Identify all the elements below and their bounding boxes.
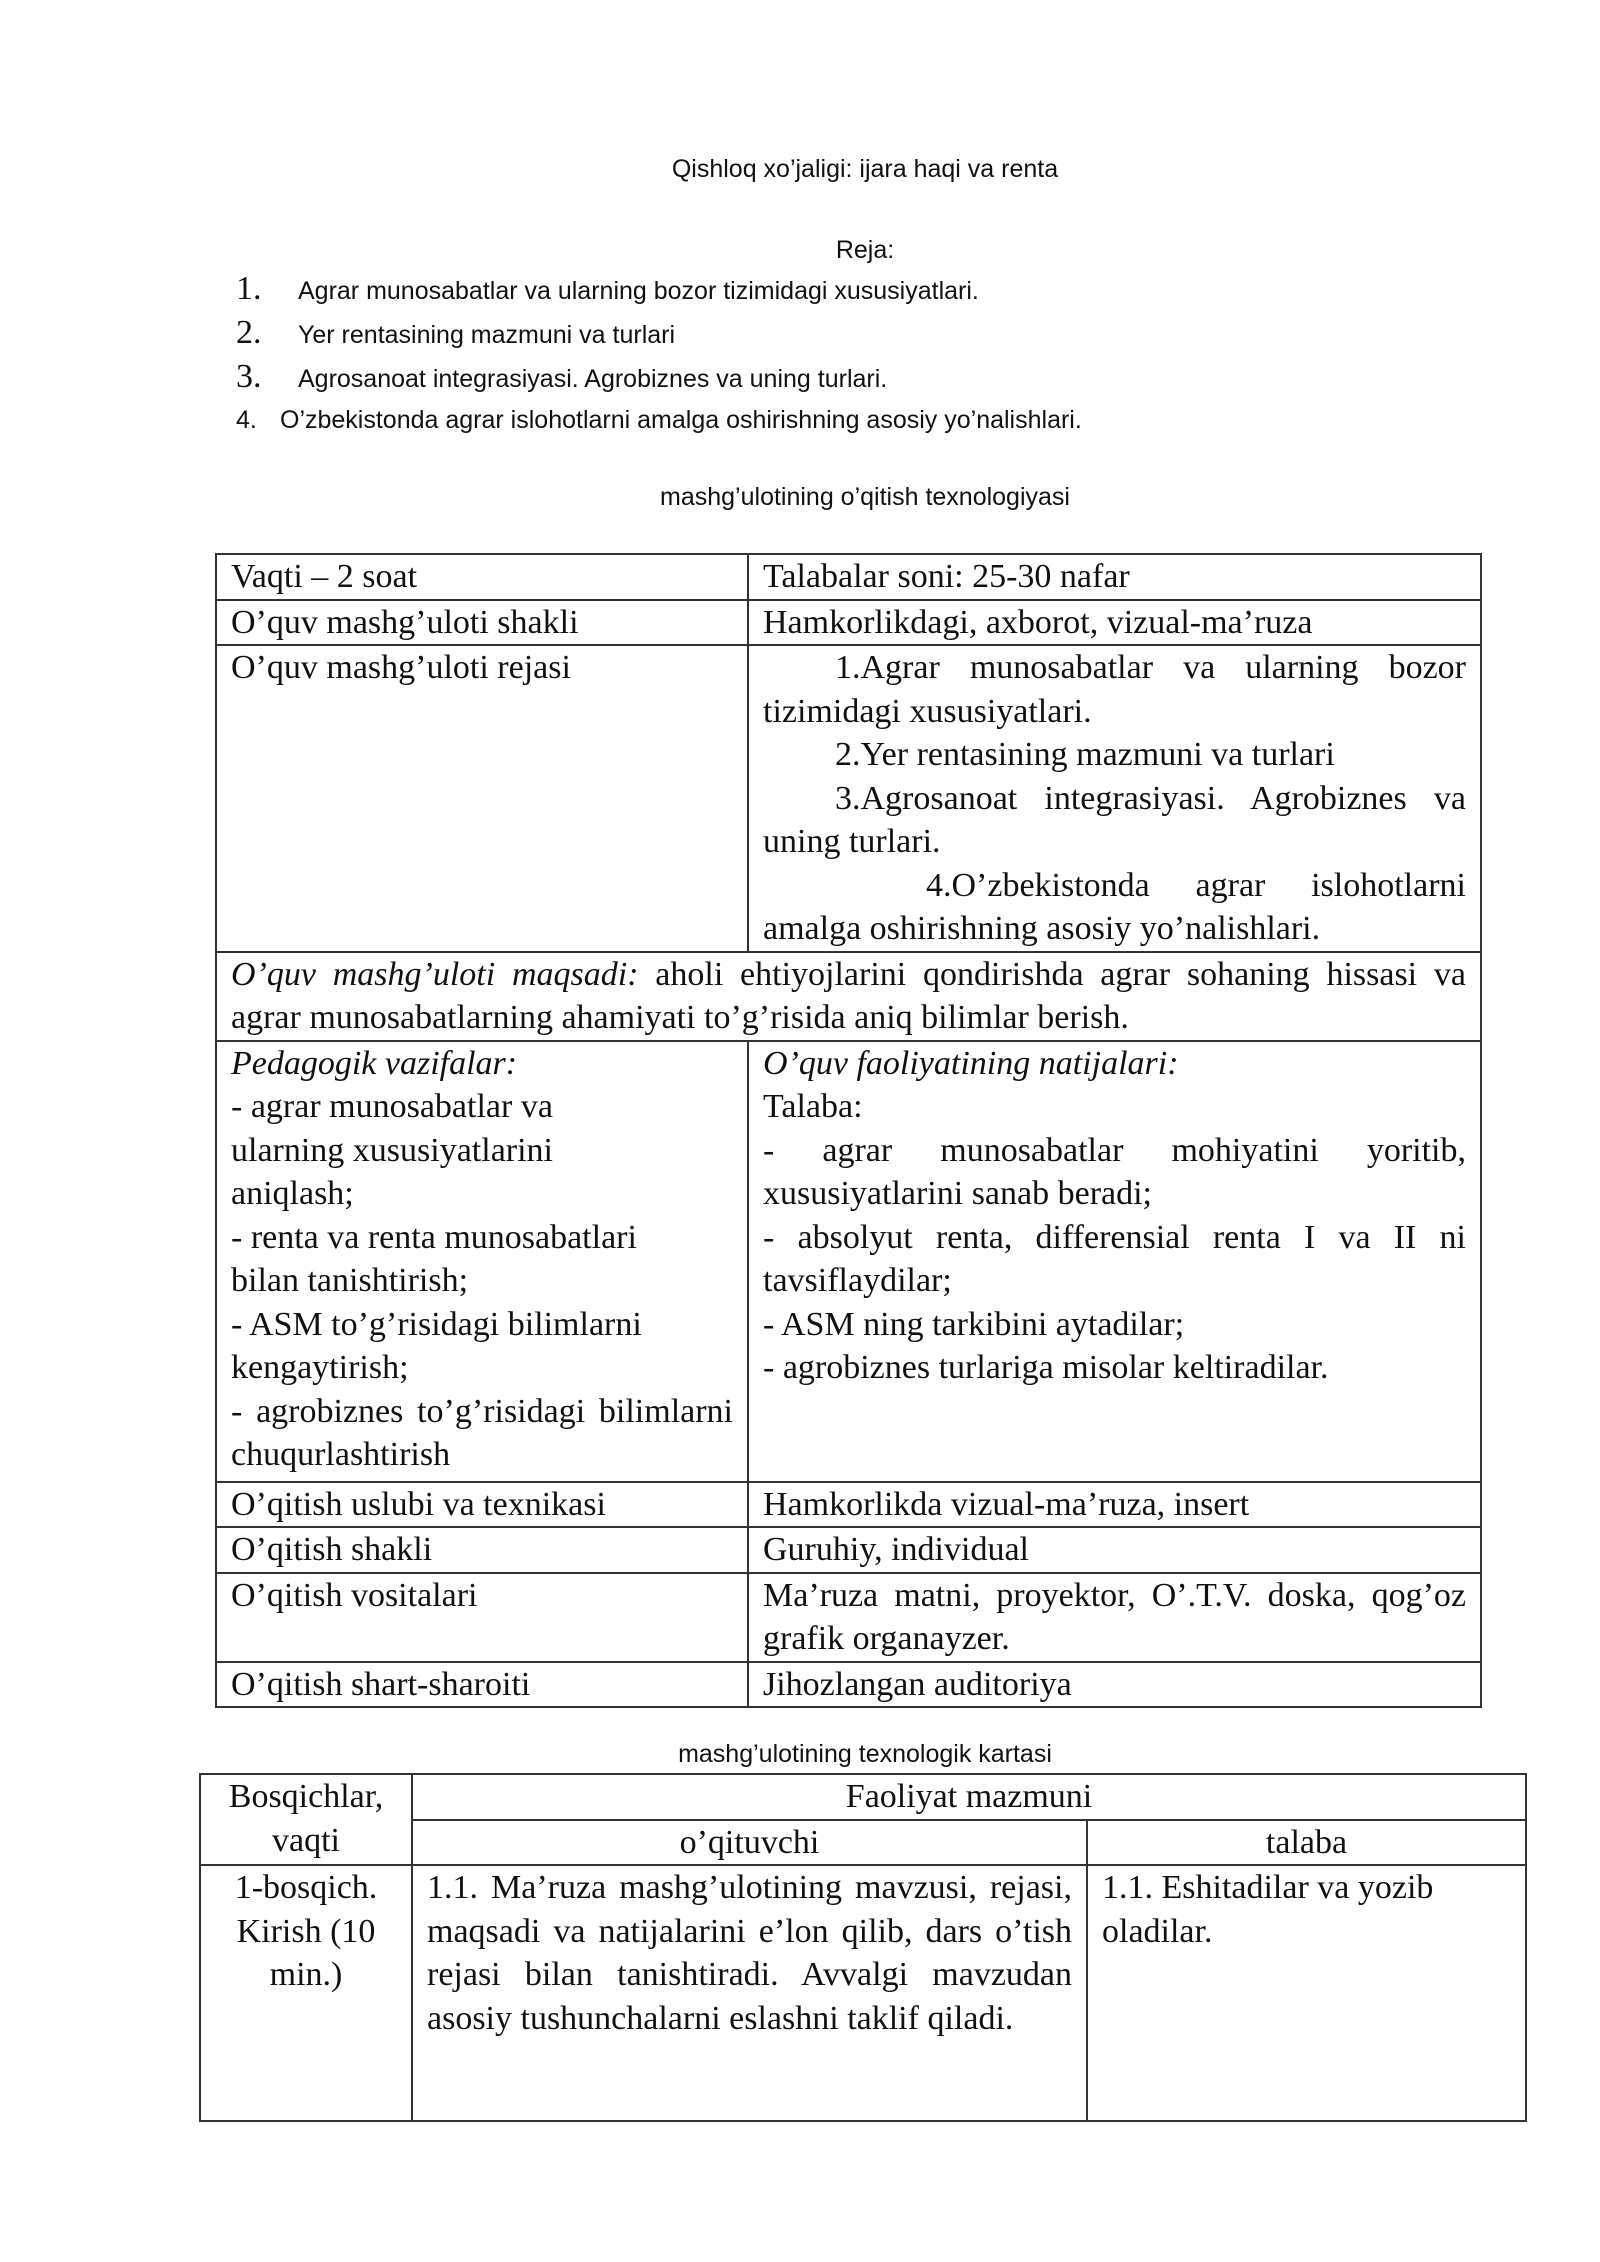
task-item: - agrar munosabatlar va ularning xususiyatlarini aniqlash; — [231, 1088, 554, 1212]
plan-item-text: Yer rentasining mazmuni va turlari — [298, 321, 676, 349]
method-label: O’qitish uslubi va texnikasi — [216, 1482, 748, 1528]
result-item: - absolyut renta, differensial renta I va II ni tavsiflaydilar; — [763, 1218, 1466, 1299]
plan-value-item: 2.Yer rentasining mazmuni va turlari — [835, 736, 1335, 773]
shape-label: O’qitish shakli — [216, 1527, 748, 1573]
table-row — [200, 1774, 1526, 1820]
student-activity: 1.1. Eshitadilar va yozib oladilar. — [1087, 1865, 1526, 2121]
shape-value: Guruhiy, individual — [748, 1527, 1481, 1573]
task-item: - ASM to’g’risidagi bilimlarni kengaytirish; — [231, 1305, 642, 1386]
table-row — [216, 600, 1481, 646]
conditions-label: O’qitish shart-sharoiti — [216, 1662, 748, 1708]
tools-label: O’qitish vositalari — [216, 1573, 748, 1662]
goal-cell — [216, 952, 1481, 1041]
table-row — [216, 952, 1481, 1041]
teacher-header: o’qituvchi — [412, 1820, 1087, 1866]
plan-value-item: 4.O’zbekistonda agrar islohotlarni amalga oshirishning asosiy yo’nalishlari. — [763, 866, 1466, 947]
results-label: O’quv faoliyatining natijalari: — [763, 1044, 1179, 1082]
table-row — [216, 645, 1481, 952]
results-cell — [748, 1041, 1481, 1482]
content-header: Faoliyat mazmuni — [412, 1774, 1526, 1820]
student-header: talaba — [1087, 1820, 1526, 1866]
table-row — [216, 1662, 1481, 1708]
result-item: - agrobiznes turlariga misolar keltiradilar. — [763, 1349, 1329, 1386]
plan-item-text: Agrar munosabatlar va ularning bozor tizimidagi xususiyatlari. — [298, 277, 979, 305]
plan-item — [236, 314, 1082, 358]
tasks-label: Pedagogik vazifalar: — [231, 1044, 518, 1082]
table-row — [216, 554, 1481, 600]
table-row — [216, 1482, 1481, 1528]
plan-item-number: 2. — [236, 314, 262, 351]
plan-item-text: O’zbekistonda agrar islohotlarni amalga oshirishning asosiy yo’nalishlari. — [280, 406, 1082, 434]
form-value: Hamkorlikdagi, axborot, vizual-ma’ruza — [748, 600, 1481, 646]
plan-item — [236, 406, 1082, 446]
table-row — [216, 1527, 1481, 1573]
tech-heading: mashg’ulotining o’qitish texnologiyasi — [660, 483, 1070, 511]
results-intro: Talaba: — [763, 1088, 863, 1125]
plan-item-number: 1. — [236, 270, 262, 307]
plan-heading: Reja: — [835, 236, 895, 264]
task-item: - renta va renta munosabatlari bilan tanishtirish; — [231, 1218, 637, 1299]
table-row — [216, 1573, 1481, 1662]
plan-item-number: 3. — [236, 358, 262, 395]
plan-item-number: 4. — [236, 406, 257, 434]
document-title: Qishloq xo’jaligi: ijara haqi va renta — [671, 155, 1059, 183]
tools-value: Ma’ruza matni, proyektor, O’.T.V. doska, qog’oz grafik organayzer. — [748, 1573, 1481, 1662]
teacher-activity: 1.1. Ma’ruza mashg’ulotining mavzusi, rejasi, maqsadi va natijalarini e’lon qilib, dars o’tish rejasi bilan tanishtiradi. Avvalgi mavzudan asosiy tushunchalarni eslashni taklif qiladi. — [412, 1865, 1087, 2121]
result-item: - agrar munosabatlar mohiyatini yoritib, xususiyatlarini sanab beradi; — [763, 1131, 1466, 1212]
stages-header: Bosqichlar, vaqti — [200, 1774, 412, 1865]
time-cell: Vaqti – 2 soat — [216, 554, 748, 600]
plan-item — [236, 358, 1082, 402]
teaching-technology-table — [215, 553, 1482, 1708]
tasks-cell — [216, 1041, 748, 1482]
result-item: - ASM ning tarkibini aytadilar; — [763, 1305, 1185, 1343]
table-row — [216, 1041, 1481, 1482]
students-cell: Talabalar soni: 25-30 nafar — [748, 554, 1481, 600]
technology-card-table — [199, 1773, 1527, 2122]
plan-item — [236, 270, 1082, 314]
plan-value-item: 1.Agrar munosabatlar va ularning bozor tizimidagi xususiyatlari. — [763, 649, 1466, 730]
table-row — [200, 1865, 1526, 2121]
conditions-value: Jihozlangan auditoriya — [748, 1662, 1481, 1708]
plan-value — [748, 645, 1481, 952]
plan-value-item: 3.Agrosanoat integrasiyasi. Agrobiznes va uning turlari. — [763, 779, 1466, 860]
form-label: O’quv mashg’uloti shakli — [216, 600, 748, 646]
goal-text: aholi ehtiyojlarini qondirishda agrar sohaning hissasi va agrar munosabatlarning ahamiyati to’g’risida aniq bilimlar berish. — [231, 955, 1466, 1036]
method-value: Hamkorlikda vizual-ma’ruza, insert — [748, 1482, 1481, 1528]
goal-label: O’quv mashg’uloti maqsadi: — [231, 955, 639, 993]
card-heading: mashg’ulotining texnologik kartasi — [678, 1740, 1052, 1768]
stage-cell: 1-bosqich. Kirish (10 min.) — [200, 1865, 412, 2121]
plan-label: O’quv mashg’uloti rejasi — [216, 645, 748, 952]
task-item: - agrobiznes to’g’risidagi bilimlarni chuqurlashtirish — [231, 1392, 733, 1473]
plan-item-text: Agrosanoat integrasiyasi. Agrobiznes va uning turlari. — [298, 365, 888, 393]
plan-list — [236, 270, 1082, 446]
